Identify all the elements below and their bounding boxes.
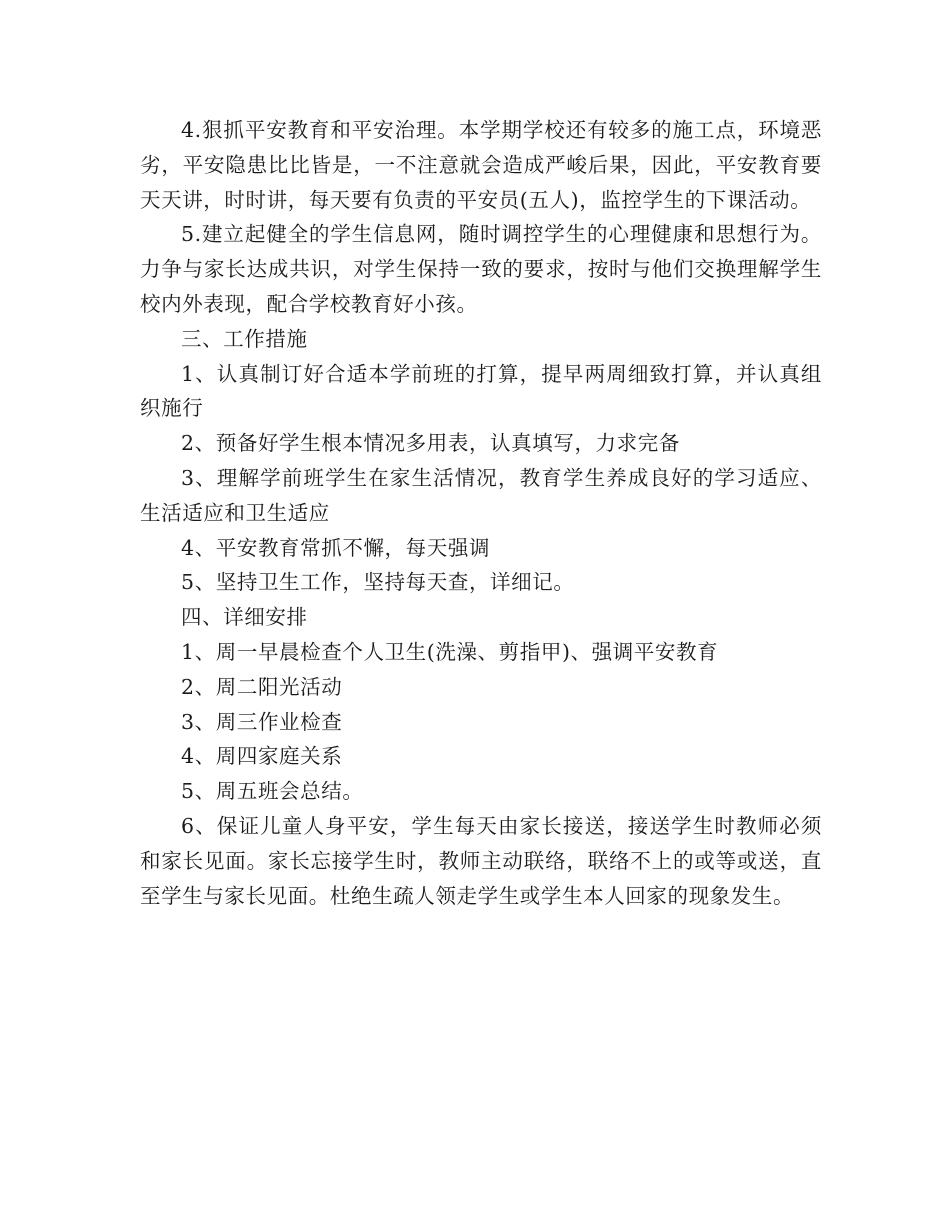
list-item-schedule-2: 2、周二阳光活动 [181, 674, 343, 699]
list-item-measure-4: 4、平安教育常抓不懈，每天强调 [181, 535, 491, 560]
paragraph-safety-education: 4.狠抓平安教育和平安治理。本学期学校还有较多的施工点，环境恶劣，平安隐患比比皆是，一不注意就会造成严峻后果，因此，平安教育要天天讲，时时讲，每天要有负责的平安员(五人)，监控学生的下课活动。 [140, 118, 822, 212]
list-item-schedule-4: 4、周四家庭关系 [181, 744, 343, 769]
list-item-schedule-1: 1、周一早晨检查个人卫生(洗澡、剪指甲)、强调平安教育 [181, 639, 719, 664]
list-item-measure-2: 2、预备好学生根本情况多用表，认真填写，力求完备 [181, 431, 680, 456]
list-item-schedule-3: 3、周三作业检查 [181, 709, 343, 734]
section-heading-schedule: 四、详细安排 [181, 605, 308, 630]
list-item-measure-3: 3、理解学前班学生在家生活情况，教育学生养成良好的学习适应、生活适应和卫生适应 [140, 465, 822, 525]
list-item-measure-5: 5、坚持卫生工作，坚持每天查，详细记。 [181, 570, 575, 595]
list-item-schedule-6: 6、保证儿童人身平安，学生每天由家长接送，接送学生时教师必须和家长见面。家长忘接学生时，教师主动联络，联络不上的或等或送，直至学生与家长见面。杜绝生疏人领走学生或学生本人回家的现象发生。 [140, 813, 822, 908]
list-item-schedule-5: 5、周五班会总结。 [181, 779, 364, 804]
section-heading-measures: 三、工作措施 [181, 326, 308, 351]
document-body [140, 113, 822, 913]
paragraph-student-info-network: 5.建立起健全的学生信息网，随时调控学生的心理健康和思想行为。力争与家长达成共识，对学生保持一致的要求，按时与他们交换理解学生校内外表现，配合学校教育好小孩。 [140, 222, 822, 316]
list-item-measure-1: 1、认真制订好合适本学前班的打算，提早两周细致打算，并认真组织施行 [140, 361, 822, 421]
